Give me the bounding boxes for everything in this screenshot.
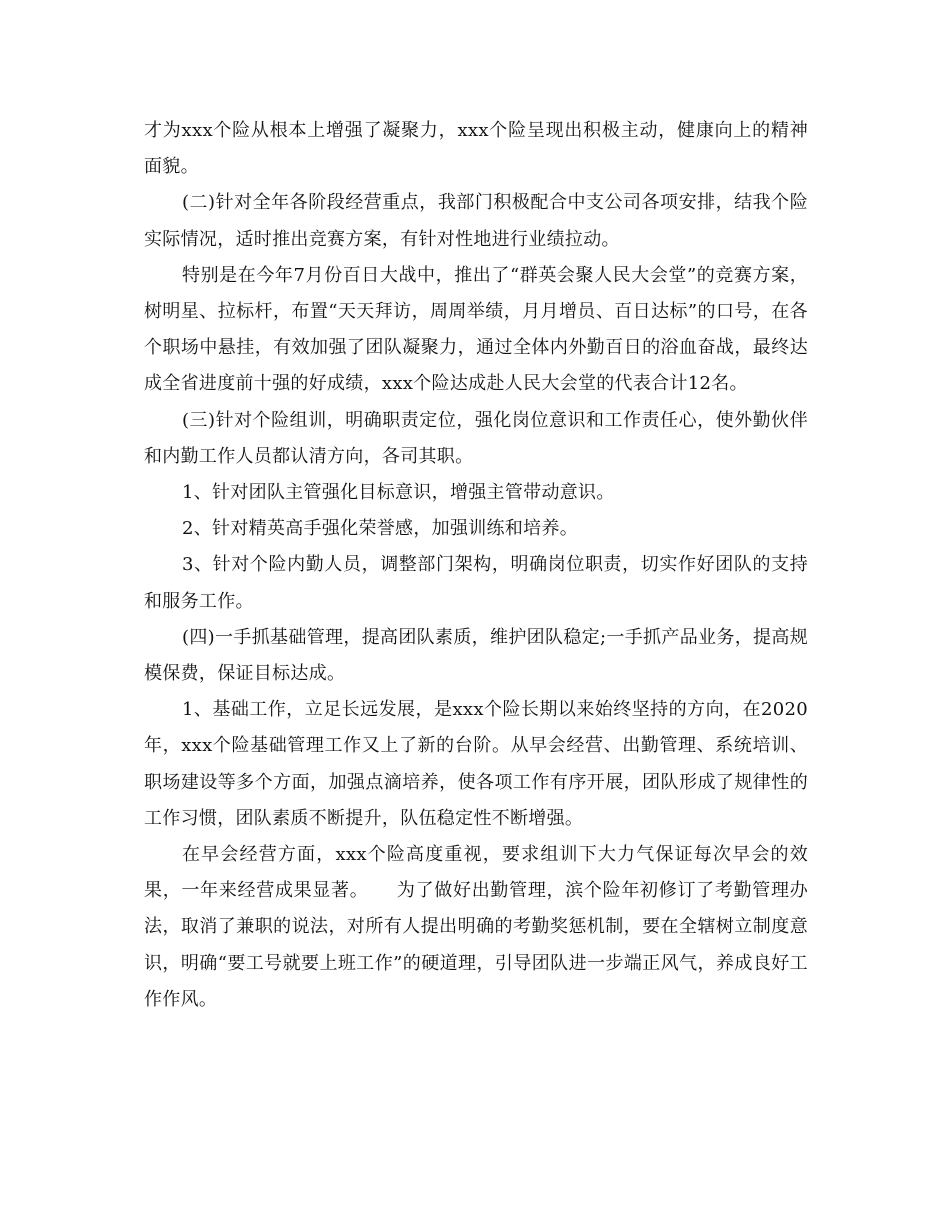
paragraph-hundred-day-campaign: 特别是在今年7月份百日大战中，推出了“群英会聚人民大会堂”的竞赛方案，树明星、拉标杆，布置“天天拜访，周周举绩，月月增员、百日达标”的口号，在各个职场中悬挂，有效加强了团队凝聚力，通过全体内外勤百日的浴血奋战，最终达成全省进度前十强的好成绩，xxx个险达成赴人民大会堂的代表合计12名。 (144, 264, 808, 395)
paragraph-morning-meeting: 在早会经营方面，xxx个险高度重视，要求组训下大力气保证每次早会的效果，一年来经营成果显著。 为了做好出勤管理，滨个险年初修订了考勤管理办法，取消了兼职的说法，对所有人提出明确的考勤奖惩机制，要在全辖树立制度意识，明确“要工号就要上班工作”的硬道理，引导团队进一步端正风气，养成良好工作作风。 (144, 844, 808, 1010)
paragraph-section-3: (三)针对个险组训，明确职责定位，强化岗位意识和工作责任心，使外勤伙伴和内勤工作人员都认清方向，各司其职。 (144, 409, 808, 467)
paragraph-continuation: 才为xxx个险从根本上增强了凝聚力，xxx个险呈现出积极主动，健康向上的精神面貌。 (144, 120, 808, 178)
list-item-2: 2、针对精英高手强化荣誉感，加强训练和培养。 (182, 518, 579, 540)
document-body (144, 113, 808, 1018)
paragraph-section-2: (二)针对全年各阶段经营重点，我部门积极配合中支公司各项安排，结我个险实际情况，适时推出竞赛方案，有针对性地进行业绩拉动。 (144, 192, 808, 250)
paragraph-basic-work: 1、基础工作，立足长远发展，是xxx个险长期以来始终坚持的方向，在2020年，xxx个险基础管理工作又上了新的台阶。从早会经营、出勤管理、系统培训、职场建设等多个方面，加强点滴培养，使各项工作有序开展，团队形成了规律性的工作习惯，团队素质不断提升，队伍稳定性不断增强。 (144, 699, 808, 829)
list-item-1: 1、针对团队主管强化目标意识，增强主管带动意识。 (182, 482, 615, 504)
paragraph-section-4: (四)一手抓基础管理，提高团队素质，维护团队稳定;一手抓产品业务，提高规模保费，保证目标达成。 (144, 626, 808, 685)
list-item-3: 3、针对个险内勤人员，调整部门架构，明确岗位职责，切实作好团队的支持和服务工作。 (144, 554, 808, 612)
